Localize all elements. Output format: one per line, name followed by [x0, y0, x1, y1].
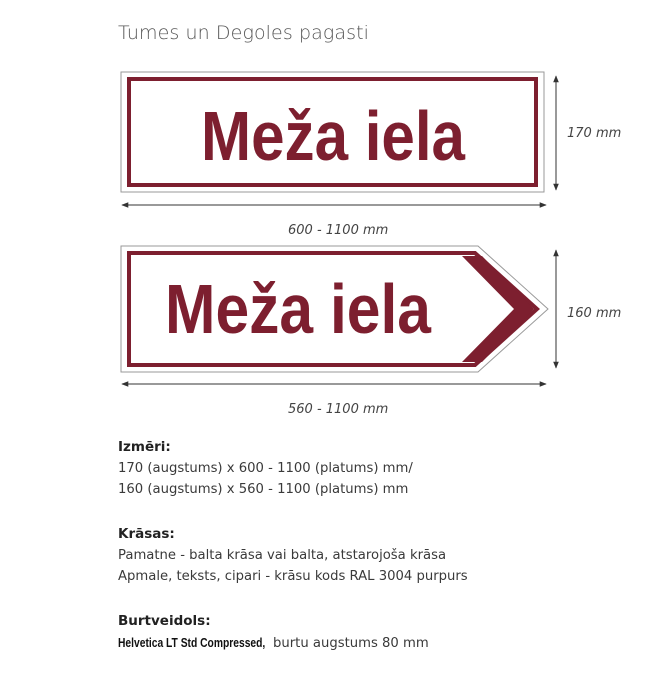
- height-label-2: 160 mm: [567, 306, 622, 321]
- arrow-street-sign: [121, 246, 548, 372]
- width-label-1: 600 - 1100 mm: [288, 223, 389, 238]
- rectangular-street-sign: [121, 72, 544, 192]
- font-size-text: burtu augstums 80 mm: [268, 636, 429, 651]
- colors-heading: Krāsas:: [118, 526, 175, 542]
- page-title: Tumes un Degoles pagasti: [118, 22, 370, 44]
- font-heading: Burtveidols:: [118, 613, 211, 629]
- sign-rect-text: Meža iela: [201, 97, 466, 175]
- sizes-spec: [118, 437, 413, 500]
- sizes-line-2: 160 (augstums) x 560 - 1100 (platums) mm: [118, 482, 409, 497]
- font-spec: [118, 611, 429, 654]
- colors-line-1: Pamatne - balta krāsa vai balta, atstarojoša krāsa: [118, 548, 447, 563]
- sign-arrow-text: Meža iela: [165, 270, 432, 348]
- width-label-2: 560 - 1100 mm: [288, 402, 389, 417]
- font-line: [118, 632, 429, 654]
- colors-line-2: Apmale, teksts, cipari - krāsu kods RAL 3004 purpurs: [118, 569, 468, 584]
- height-label-1: 170 mm: [567, 126, 622, 141]
- font-name: Helvetica LT Std Compressed,: [118, 635, 266, 650]
- colors-spec: [118, 524, 468, 587]
- sizes-heading: Izmēri:: [118, 439, 171, 455]
- sizes-line-1: 170 (augstums) x 600 - 1100 (platums) mm/: [118, 461, 413, 476]
